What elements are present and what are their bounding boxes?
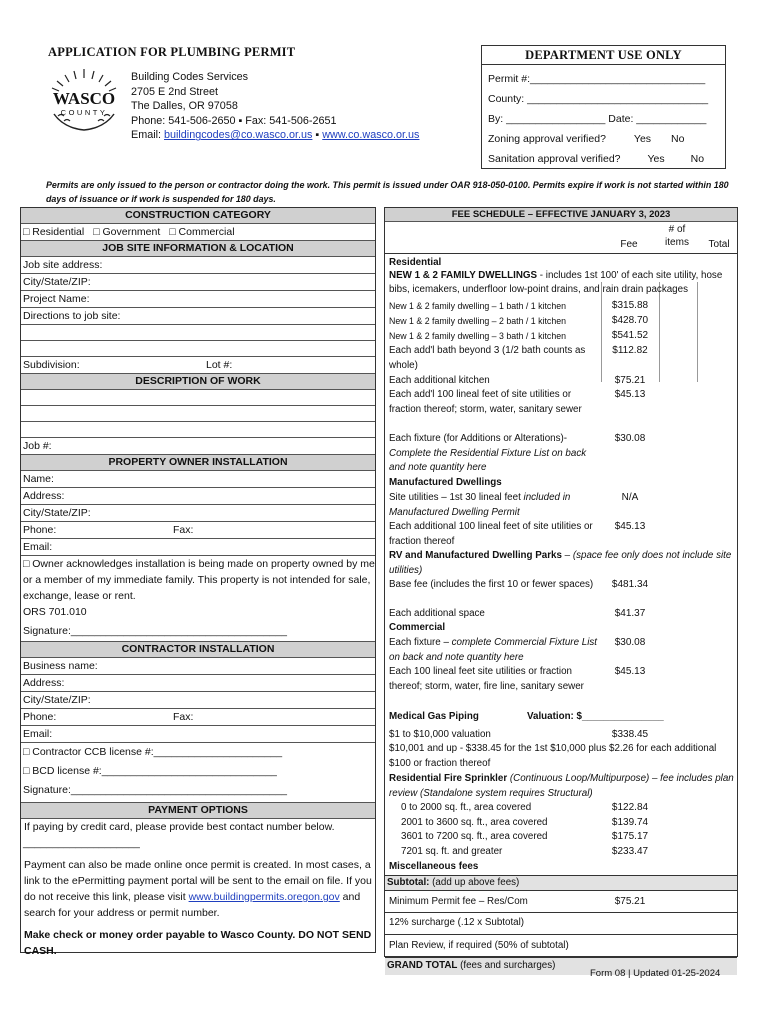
fee-s2: 2001 to 3600 sq. ft., area covered [401, 817, 548, 828]
minimum-fee: Minimum Permit fee – Res/Com [389, 896, 528, 907]
fee-g1: $1 to $10,000 valuation [389, 729, 491, 740]
fee-d2: New 1 & 2 family dwelling – 2 bath / 1 kitchen [389, 316, 567, 326]
fee-d3-amount: $541.52 [611, 330, 649, 341]
fee-d4-amount: $112.82 [612, 345, 648, 356]
plan-review: Plan Review, if required (50% of subtotal) [389, 940, 569, 951]
minimum-fee-amount: $75.21 [614, 896, 646, 907]
org-phone-fax: Phone: 541-506-2650 ▪ Fax: 541-506-2651 [131, 114, 337, 127]
fee-s2-amount: $139.74 [611, 817, 649, 828]
owner-signature-field[interactable]: Signature:_____________________________________ [23, 625, 287, 637]
fee-d1-amount: $315.88 [611, 300, 649, 311]
manufactured-header: Manufactured Dwellings [389, 477, 502, 488]
jobsite-header: JOB SITE INFORMATION & LOCATION [21, 240, 375, 257]
form-title: APPLICATION FOR PLUMBING PERMIT [48, 45, 296, 59]
fee-d6-amount: $45.13 [614, 389, 646, 400]
fee-schedule [384, 207, 738, 971]
ors-reference: ORS 701.010 [23, 606, 87, 618]
contractor-fax-field[interactable]: Fax: [173, 711, 194, 723]
fee-s4-amount: $233.47 [611, 846, 649, 857]
residential-checkbox[interactable]: □ Residential [23, 226, 85, 238]
business-name-field[interactable]: Business name: [21, 658, 375, 675]
fee-m2-amount: $45.13 [614, 521, 646, 532]
online-payment-text: Payment can also be made online once permit is created. In most cases, a link to the ePermitting payment portal will be sent to the email on file. If you do not receive this link, please visit [24, 859, 372, 903]
fee-c1-amount: $30.08 [614, 637, 646, 648]
check-payment-note: Make check or money order payable to Wasco County. DO NOT SEND CASH. [24, 929, 372, 957]
fee-d7: Each fixture (for Additions or Alterations)- [389, 433, 568, 444]
fee-d5: Each additional kitchen [389, 375, 490, 386]
fee-d6: Each add'l 100 lineal feet of site utilities or fraction thereof; storm, water, sanitary sewer [389, 389, 582, 415]
contractor-header: CONTRACTOR INSTALLATION [21, 641, 375, 658]
owner-city-field[interactable]: City/State/ZIP: [21, 505, 375, 522]
dept-title: DEPARTMENT USE ONLY [482, 46, 725, 65]
fee-g2: $10,001 and up - $338.45 for the 1st $10,000 plus $2.26 for each additional $100 or fraction thereof [389, 743, 717, 769]
residential-header: Residential [389, 257, 442, 268]
rv-note: – (space fee only does not include site utilities) [389, 550, 732, 576]
items-column-header: # of items [665, 224, 689, 248]
owner-acknowledge-checkbox[interactable]: □ Owner acknowledges installation is being made on property owned by me or a member of my immediate family. This property is not intended for sale, exchange, lease or rent. [23, 558, 375, 602]
owner-fax-field[interactable]: Fax: [173, 524, 194, 536]
credit-card-note: If paying by credit card, please provide best contact number below. [24, 821, 335, 833]
fee-m1-note: included in Manufactured Dwelling Permit [389, 492, 571, 518]
fee-m1-amount: N/A [621, 492, 639, 503]
svg-text:WASCO: WASCO [52, 89, 116, 108]
fee-d1: New 1 & 2 family dwelling – 1 bath / 1 kitchen [389, 301, 567, 311]
contractor-phone-field[interactable]: Phone: [23, 711, 57, 723]
website-link[interactable]: www.co.wasco.or.us [322, 129, 420, 142]
rv-header: RV and Manufactured Dwelling Parks [389, 550, 562, 561]
directions-field[interactable]: Directions to job site: [21, 308, 375, 325]
payment-header: PAYMENT OPTIONS [21, 802, 375, 819]
fee-r1: Base fee (includes the first 10 or fewer spaces) [389, 579, 594, 590]
lot-field[interactable]: Lot #: [206, 359, 233, 371]
owner-name-field[interactable]: Name: [21, 471, 375, 488]
owner-phone-field[interactable]: Phone: [23, 524, 57, 536]
form-footer: Form 08 | Updated 01-25-2024 [590, 968, 721, 979]
job-address-field[interactable]: Job site address: [21, 257, 375, 274]
department-use-box [481, 45, 726, 169]
grand-total-label: GRAND TOTAL [387, 960, 458, 971]
medical-gas-header: Medical Gas Piping [389, 711, 479, 722]
grand-total-note: (fees and surcharges) [457, 960, 556, 971]
description-line-1[interactable] [21, 390, 375, 406]
surcharge: 12% surcharge (.12 x Subtotal) [389, 917, 525, 928]
org-address-line2: The Dalles, OR 97058 [131, 100, 238, 113]
misc-header: Miscellaneous fees [389, 861, 479, 872]
epermit-link[interactable]: www.buildingpermits.oregon.gov [188, 891, 340, 903]
commercial-checkbox[interactable]: □ Commercial [169, 226, 235, 238]
fee-r2: Each additional space [389, 608, 485, 619]
contractor-email-field[interactable]: Email: [21, 726, 375, 743]
fire-sprinkler-header: Residential Fire Sprinkler [389, 773, 508, 784]
owner-address-field[interactable]: Address: [21, 488, 375, 505]
zoning-label: Zoning approval verified? [488, 133, 606, 145]
owner-email-field[interactable]: Email: [21, 539, 375, 556]
fee-c2: Each 100 lineal feet site utilities or fraction thereof; storm, water, fire line, sanitary sewer [389, 666, 584, 692]
project-name-field[interactable]: Project Name: [21, 291, 375, 308]
online-payment-note [21, 851, 375, 921]
fee-c1-note: complete Commercial Fixture List on back and note quantity here [389, 637, 597, 663]
description-line-3[interactable] [21, 422, 375, 438]
subtotal-label: Subtotal: [387, 877, 430, 888]
sanitation-yes[interactable]: Yes [647, 153, 665, 165]
zoning-yes[interactable]: Yes [633, 133, 652, 145]
description-header: DESCRIPTION OF WORK [21, 373, 375, 390]
email-label: Email: [131, 129, 164, 142]
org-name: Building Codes Services [131, 71, 249, 83]
fee-s3-amount: $175.17 [611, 831, 649, 842]
county-field[interactable]: County: _______________________________ [488, 93, 709, 105]
contractor-city-field[interactable]: City/State/ZIP: [21, 692, 375, 709]
commercial-header: Commercial [389, 622, 446, 633]
fee-d3: New 1 & 2 family dwelling – 3 bath / 1 kitchen [389, 331, 567, 341]
fire-sprinkler-note: (Continuous Loop/Multipurpose) – fee includes plan review (Standalone system requires Structural) [389, 773, 734, 799]
sanitation-label: Sanitation approval verified? [488, 153, 621, 165]
org-address-line1: 2705 E 2nd Street [131, 85, 219, 98]
permit-number-field[interactable]: Permit #:______________________________ [488, 73, 706, 85]
separator: ▪ [312, 129, 323, 142]
government-checkbox[interactable]: □ Government [93, 226, 161, 238]
fee-r1-amount: $481.34 [611, 579, 649, 590]
fee-schedule-header: FEE SCHEDULE – EFFECTIVE JANUARY 3, 2023 [385, 208, 737, 222]
new-dwellings-label: NEW 1 & 2 FAMILY DWELLINGS [389, 270, 538, 281]
directions-line-2[interactable] [21, 325, 375, 341]
left-column [20, 207, 376, 957]
fee-c1: Each fixture – [389, 637, 452, 648]
fee-m2: Each additional 100 lineal feet of site utilities or fraction thereof [389, 521, 593, 547]
description-line-2[interactable] [21, 406, 375, 422]
valuation-field[interactable]: Valuation: $_______________ [527, 711, 664, 722]
permit-notice: Permits are only issued to the person or contractor doing the work. This permit is issued under OAR 918-050-0100. Permits expire if work is not started within 180 days of issuance or if work is suspended for 180 days. [46, 180, 729, 204]
bcd-license-field[interactable]: □ BCD license #:______________________________ [23, 765, 277, 777]
svg-text:COUNTY: COUNTY [60, 108, 108, 117]
online-payment-text-2: and search for your address or permit number. [24, 891, 361, 919]
owner-header: PROPERTY OWNER INSTALLATION [21, 454, 375, 471]
fee-m1: Site utilities – 1st 30 lineal feet [389, 492, 524, 503]
fee-c2-amount: $45.13 [614, 666, 646, 677]
fee-d2-amount: $428.70 [611, 315, 649, 326]
construction-category-header: CONSTRUCTION CATEGORY [21, 208, 375, 224]
fee-d5-amount: $75.21 [614, 375, 646, 386]
subdivision-field[interactable]: Subdivision: [23, 359, 80, 371]
fee-d7-note: Complete the Residential Fixture List on back and note quantity here [389, 447, 587, 473]
job-number-field[interactable]: Job #: [23, 440, 52, 452]
total-column-header: Total [708, 239, 730, 250]
fee-s4: 7201 sq. ft. and greater [401, 846, 503, 857]
fee-s1: 0 to 2000 sq. ft., area covered [401, 802, 532, 813]
fee-r2-amount: $41.37 [614, 608, 646, 619]
contractor-signature-field[interactable]: Signature:_____________________________________ [23, 784, 287, 796]
fee-d7-amount: $30.08 [614, 433, 646, 444]
fee-d4: Each add'l bath beyond 3 (1/2 bath counts as whole) [389, 345, 586, 371]
by-date-field[interactable]: By: _________________ Date: ____________ [488, 113, 707, 125]
contact-number-field[interactable]: ____________________ [23, 837, 140, 849]
email-link[interactable]: buildingcodes@co.wasco.or.us [164, 129, 313, 142]
wasco-county-logo [44, 66, 124, 134]
subtotal-note: (add up above fees) [429, 877, 520, 888]
fee-g1-amount: $338.45 [611, 729, 649, 740]
sanitation-no[interactable]: No [690, 153, 705, 165]
contractor-address-field[interactable]: Address: [21, 675, 375, 692]
zoning-no[interactable]: No [671, 133, 685, 145]
jobsite-city-field[interactable]: City/State/ZIP: [21, 274, 375, 291]
ccb-license-field[interactable]: □ Contractor CCB license #:______________________ [23, 746, 283, 758]
fee-s1-amount: $122.84 [611, 802, 649, 813]
new-dwellings-desc: - includes 1st 100' of each site utility, hose bibs, icemakers, underfloor low-point drains, and rain drain packages [389, 270, 723, 295]
fee-column-header: Fee [620, 239, 638, 250]
fee-s3: 3601 to 7200 sq. ft., area covered [401, 831, 548, 842]
directions-line-3[interactable] [21, 341, 375, 357]
